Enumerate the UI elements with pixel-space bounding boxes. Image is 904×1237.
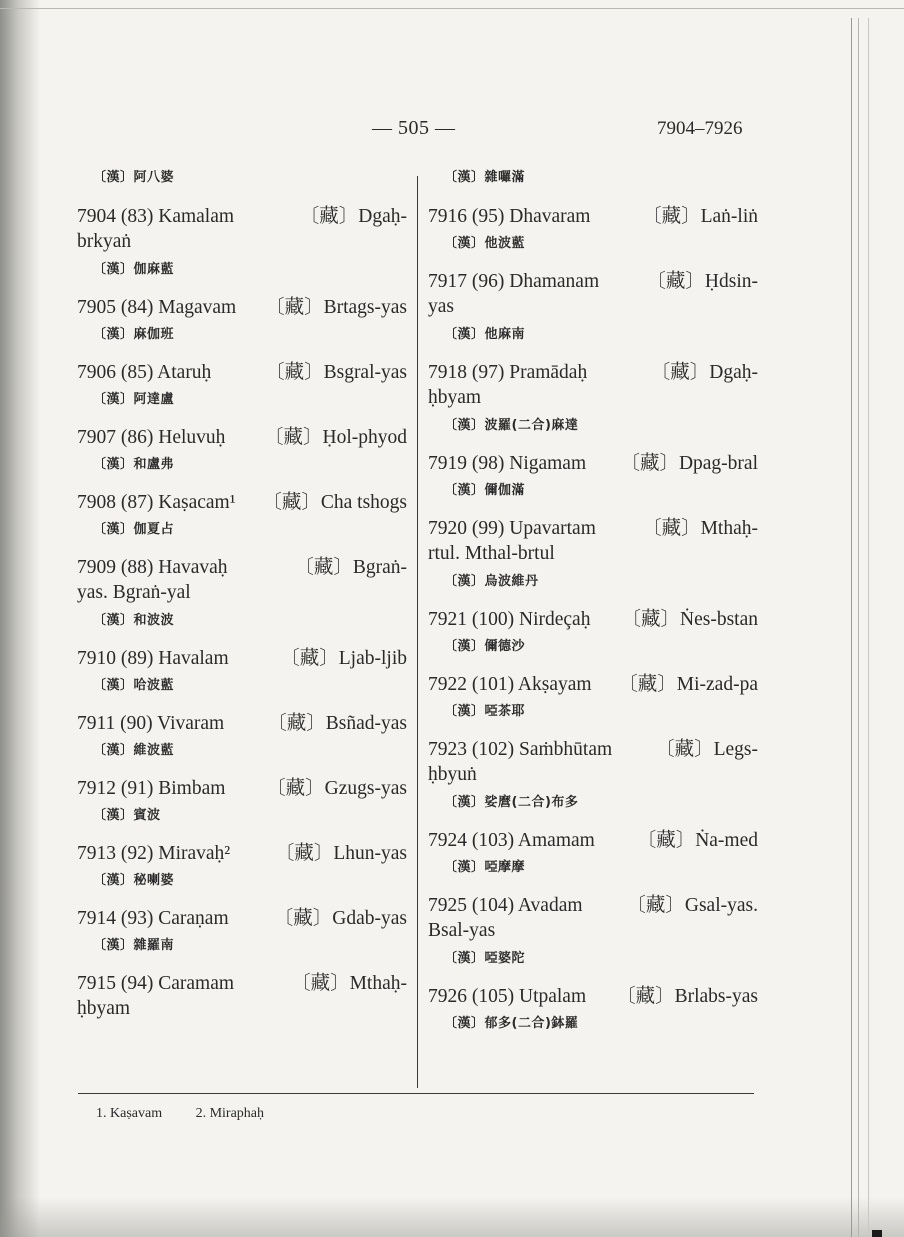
entry-tibetan: 〔藏〕Gsal-yas.	[626, 895, 758, 916]
entry-sanskrit: 7905 (84) Magavam	[77, 297, 237, 318]
top-edge-rule	[0, 8, 904, 9]
dictionary-entry	[77, 841, 407, 893]
entry-sanskrit: 7911 (90) Vivaram	[77, 713, 225, 734]
entry-tibetan: 〔藏〕Lhun-yas	[274, 843, 407, 864]
right-entries	[428, 204, 758, 1036]
entry-chinese: 〔漢〕他麻南	[444, 327, 526, 342]
entry-continuation: yas	[428, 296, 454, 317]
lead-han-line: 〔漢〕雜囉滿	[444, 170, 526, 185]
entry-sanskrit: 7919 (98) Nigamam	[428, 453, 587, 474]
entry-chinese: 〔漢〕啞茶耶	[444, 704, 526, 719]
dictionary-entry	[77, 711, 407, 763]
entry-headline	[77, 971, 407, 996]
entry-headline	[77, 711, 407, 736]
dictionary-entry	[428, 607, 758, 659]
dictionary-entry	[77, 425, 407, 477]
entry-headline	[77, 425, 407, 450]
entry-sanskrit: 7908 (87) Kaṣacam¹	[77, 492, 236, 513]
entry-tibetan: 〔藏〕Ḥol-phyod	[264, 427, 407, 448]
entry-headline	[77, 295, 407, 320]
entry-sanskrit: 7921 (100) Nirdeçaḥ	[428, 609, 591, 630]
entry-tibetan: 〔藏〕Ḥdsin-	[646, 271, 758, 292]
entry-headline	[77, 776, 407, 801]
entry-tibetan: 〔藏〕Dgaḥ-	[650, 362, 758, 383]
dictionary-entry	[77, 776, 407, 828]
page-gutter-shadow	[0, 0, 40, 1237]
entry-chinese: 〔漢〕他波藍	[444, 236, 526, 251]
entry-headline	[428, 269, 758, 294]
page-number: — 505 —	[372, 117, 456, 139]
entry-tibetan: 〔藏〕Ṅa-med	[636, 830, 758, 851]
footnote: 1. Kaṣavam	[96, 1106, 163, 1121]
entry-headline	[428, 672, 758, 697]
entry-headline	[77, 204, 407, 229]
entry-sanskrit: 7922 (101) Akṣayam	[428, 674, 592, 695]
entry-headline	[428, 607, 758, 632]
entry-continuation: Bsal-yas	[428, 920, 496, 941]
entry-chinese: 〔漢〕和盧弗	[93, 457, 175, 472]
entry-chinese: 〔漢〕伽麻藍	[93, 262, 175, 277]
dictionary-entry	[428, 737, 758, 815]
entry-tibetan: 〔藏〕Mthaḥ-	[291, 973, 407, 994]
entry-tibetan: 〔藏〕Gdab-yas	[273, 908, 407, 929]
entry-chinese: 〔漢〕波羅(二合)麻達	[444, 418, 579, 433]
dictionary-entry	[428, 451, 758, 503]
entry-continuation: rtul. Mthal-brtul	[428, 543, 555, 564]
page-bottom-shadow	[0, 1197, 904, 1237]
entry-sanskrit: 7925 (104) Avadam	[428, 895, 583, 916]
entry-range: 7904–7926	[657, 118, 743, 139]
entry-headline	[428, 737, 758, 762]
entry-sanskrit: 7924 (103) Amamam	[428, 830, 595, 851]
scan-corner-mark	[872, 1230, 882, 1237]
entry-sanskrit: 7915 (94) Caramam	[77, 973, 235, 994]
entry-headline	[77, 490, 407, 515]
left-column	[77, 166, 407, 1035]
entry-tibetan: 〔藏〕Dgaḥ-	[299, 206, 407, 227]
entry-sanskrit: 7926 (105) Utpalam	[428, 986, 587, 1007]
page-edge-line	[858, 18, 859, 1237]
entry-headline	[77, 360, 407, 385]
lead-han-line: 〔漢〕阿八婆	[93, 170, 175, 185]
entry-sanskrit: 7914 (93) Caraṇam	[77, 908, 229, 929]
entry-tibetan: 〔藏〕Laṅ-liṅ	[642, 206, 758, 227]
entry-tibetan: 〔藏〕Bsñad-yas	[267, 713, 407, 734]
dictionary-entry	[77, 360, 407, 412]
entry-tibetan: 〔藏〕Gzugs-yas	[266, 778, 407, 799]
entry-chinese: 〔漢〕啞摩摩	[444, 860, 526, 875]
dictionary-entry	[77, 555, 407, 633]
entry-sanskrit: 7918 (97) Pramādaḥ	[428, 362, 588, 383]
entry-continuation: ḥbyam	[428, 387, 482, 408]
dictionary-entry	[428, 360, 758, 438]
entry-tibetan: 〔藏〕Brlabs-yas	[616, 986, 758, 1007]
entry-sanskrit: 7904 (83) Kamalam	[77, 206, 235, 227]
entry-tibetan: 〔藏〕Ljab-ljib	[280, 648, 407, 669]
entry-tibetan: 〔藏〕Dpag-bral	[620, 453, 758, 474]
entry-sanskrit: 7910 (89) Havalam	[77, 648, 229, 669]
entry-chinese: 〔漢〕娑麿(二合)布多	[444, 795, 579, 810]
dictionary-entry	[77, 295, 407, 347]
dictionary-entry	[428, 893, 758, 971]
entry-tibetan: 〔藏〕Bsgral-yas	[265, 362, 407, 383]
entry-sanskrit: 7923 (102) Saṁbhūtam	[428, 739, 613, 760]
entry-chinese: 〔漢〕雜羅南	[93, 938, 175, 953]
entry-tibetan: 〔藏〕Legs-	[655, 739, 758, 760]
entry-sanskrit: 7909 (88) Havavaḥ	[77, 557, 228, 578]
dictionary-entry	[428, 204, 758, 256]
entry-headline	[428, 360, 758, 385]
entry-tibetan: 〔藏〕Ṅes-bstan	[621, 609, 758, 630]
entry-headline	[77, 555, 407, 580]
entry-headline	[77, 841, 407, 866]
entry-chinese: 〔漢〕維波藍	[93, 743, 175, 758]
page-edge-line	[851, 18, 852, 1237]
footnote: 2. Miraphaḥ	[195, 1106, 265, 1121]
entry-continuation: ḥbyuṅ	[428, 764, 477, 785]
entry-tibetan: 〔藏〕Cha tshogs	[262, 492, 407, 513]
entry-chinese: 〔漢〕儞德沙	[444, 639, 526, 654]
entry-continuation: ḥbyam	[77, 998, 131, 1019]
entry-headline	[77, 906, 407, 931]
entry-tibetan: 〔藏〕Mi-zad-pa	[618, 674, 758, 695]
dictionary-entry	[428, 984, 758, 1036]
entry-sanskrit: 7920 (99) Upavartam	[428, 518, 596, 539]
dictionary-entry	[428, 516, 758, 594]
entry-sanskrit: 7907 (86) Heluvuḥ	[77, 427, 226, 448]
entry-continuation: brkyaṅ	[77, 231, 132, 252]
left-entries	[77, 204, 407, 1022]
entry-sanskrit: 7916 (95) Dhavaram	[428, 206, 591, 227]
entry-chinese: 〔漢〕阿達盧	[93, 392, 175, 407]
dictionary-entry	[77, 971, 407, 1022]
entry-chinese: 〔漢〕啞婆陀	[444, 951, 526, 966]
dictionary-entry	[428, 269, 758, 347]
entry-chinese: 〔漢〕儞伽滿	[444, 483, 526, 498]
entry-headline	[428, 828, 758, 853]
dictionary-entry	[428, 828, 758, 880]
dictionary-entry	[77, 490, 407, 542]
entry-headline	[428, 893, 758, 918]
column-divider	[417, 176, 418, 1088]
entry-sanskrit: 7906 (85) Ataruḥ	[77, 362, 212, 383]
entry-headline	[428, 204, 758, 229]
entry-sanskrit: 7912 (91) Bimbam	[77, 778, 226, 799]
entry-sanskrit: 7913 (92) Miravaḥ²	[77, 843, 231, 864]
footnotes	[96, 1106, 294, 1122]
entry-tibetan: 〔藏〕Bgraṅ-	[294, 557, 407, 578]
entry-headline	[77, 646, 407, 671]
entry-headline	[428, 984, 758, 1009]
page-edge-line	[868, 18, 869, 1237]
right-column	[428, 166, 758, 1049]
dictionary-entry	[77, 204, 407, 282]
entry-chinese: 〔漢〕烏波維丹	[444, 574, 539, 589]
entry-chinese: 〔漢〕伽夏占	[93, 522, 175, 537]
entry-tibetan: 〔藏〕Mthaḥ-	[642, 518, 758, 539]
dictionary-entry	[428, 672, 758, 724]
footnote-rule	[78, 1093, 754, 1094]
entry-headline	[428, 516, 758, 541]
entry-chinese: 〔漢〕賓波	[93, 808, 161, 823]
entry-chinese: 〔漢〕哈波藍	[93, 678, 175, 693]
entry-sanskrit: 7917 (96) Dhamanam	[428, 271, 600, 292]
dictionary-entry	[77, 646, 407, 698]
entry-continuation: yas. Bgraṅ-yal	[77, 582, 191, 603]
entry-chinese: 〔漢〕麻伽班	[93, 327, 175, 342]
entry-tibetan: 〔藏〕Brtags-yas	[265, 297, 407, 318]
entry-chinese: 〔漢〕和波波	[93, 613, 175, 628]
entry-chinese: 〔漢〕郁多(二合)鉢羅	[444, 1016, 579, 1031]
entry-headline	[428, 451, 758, 476]
entry-chinese: 〔漢〕秘喇婆	[93, 873, 175, 888]
dictionary-entry	[77, 906, 407, 958]
